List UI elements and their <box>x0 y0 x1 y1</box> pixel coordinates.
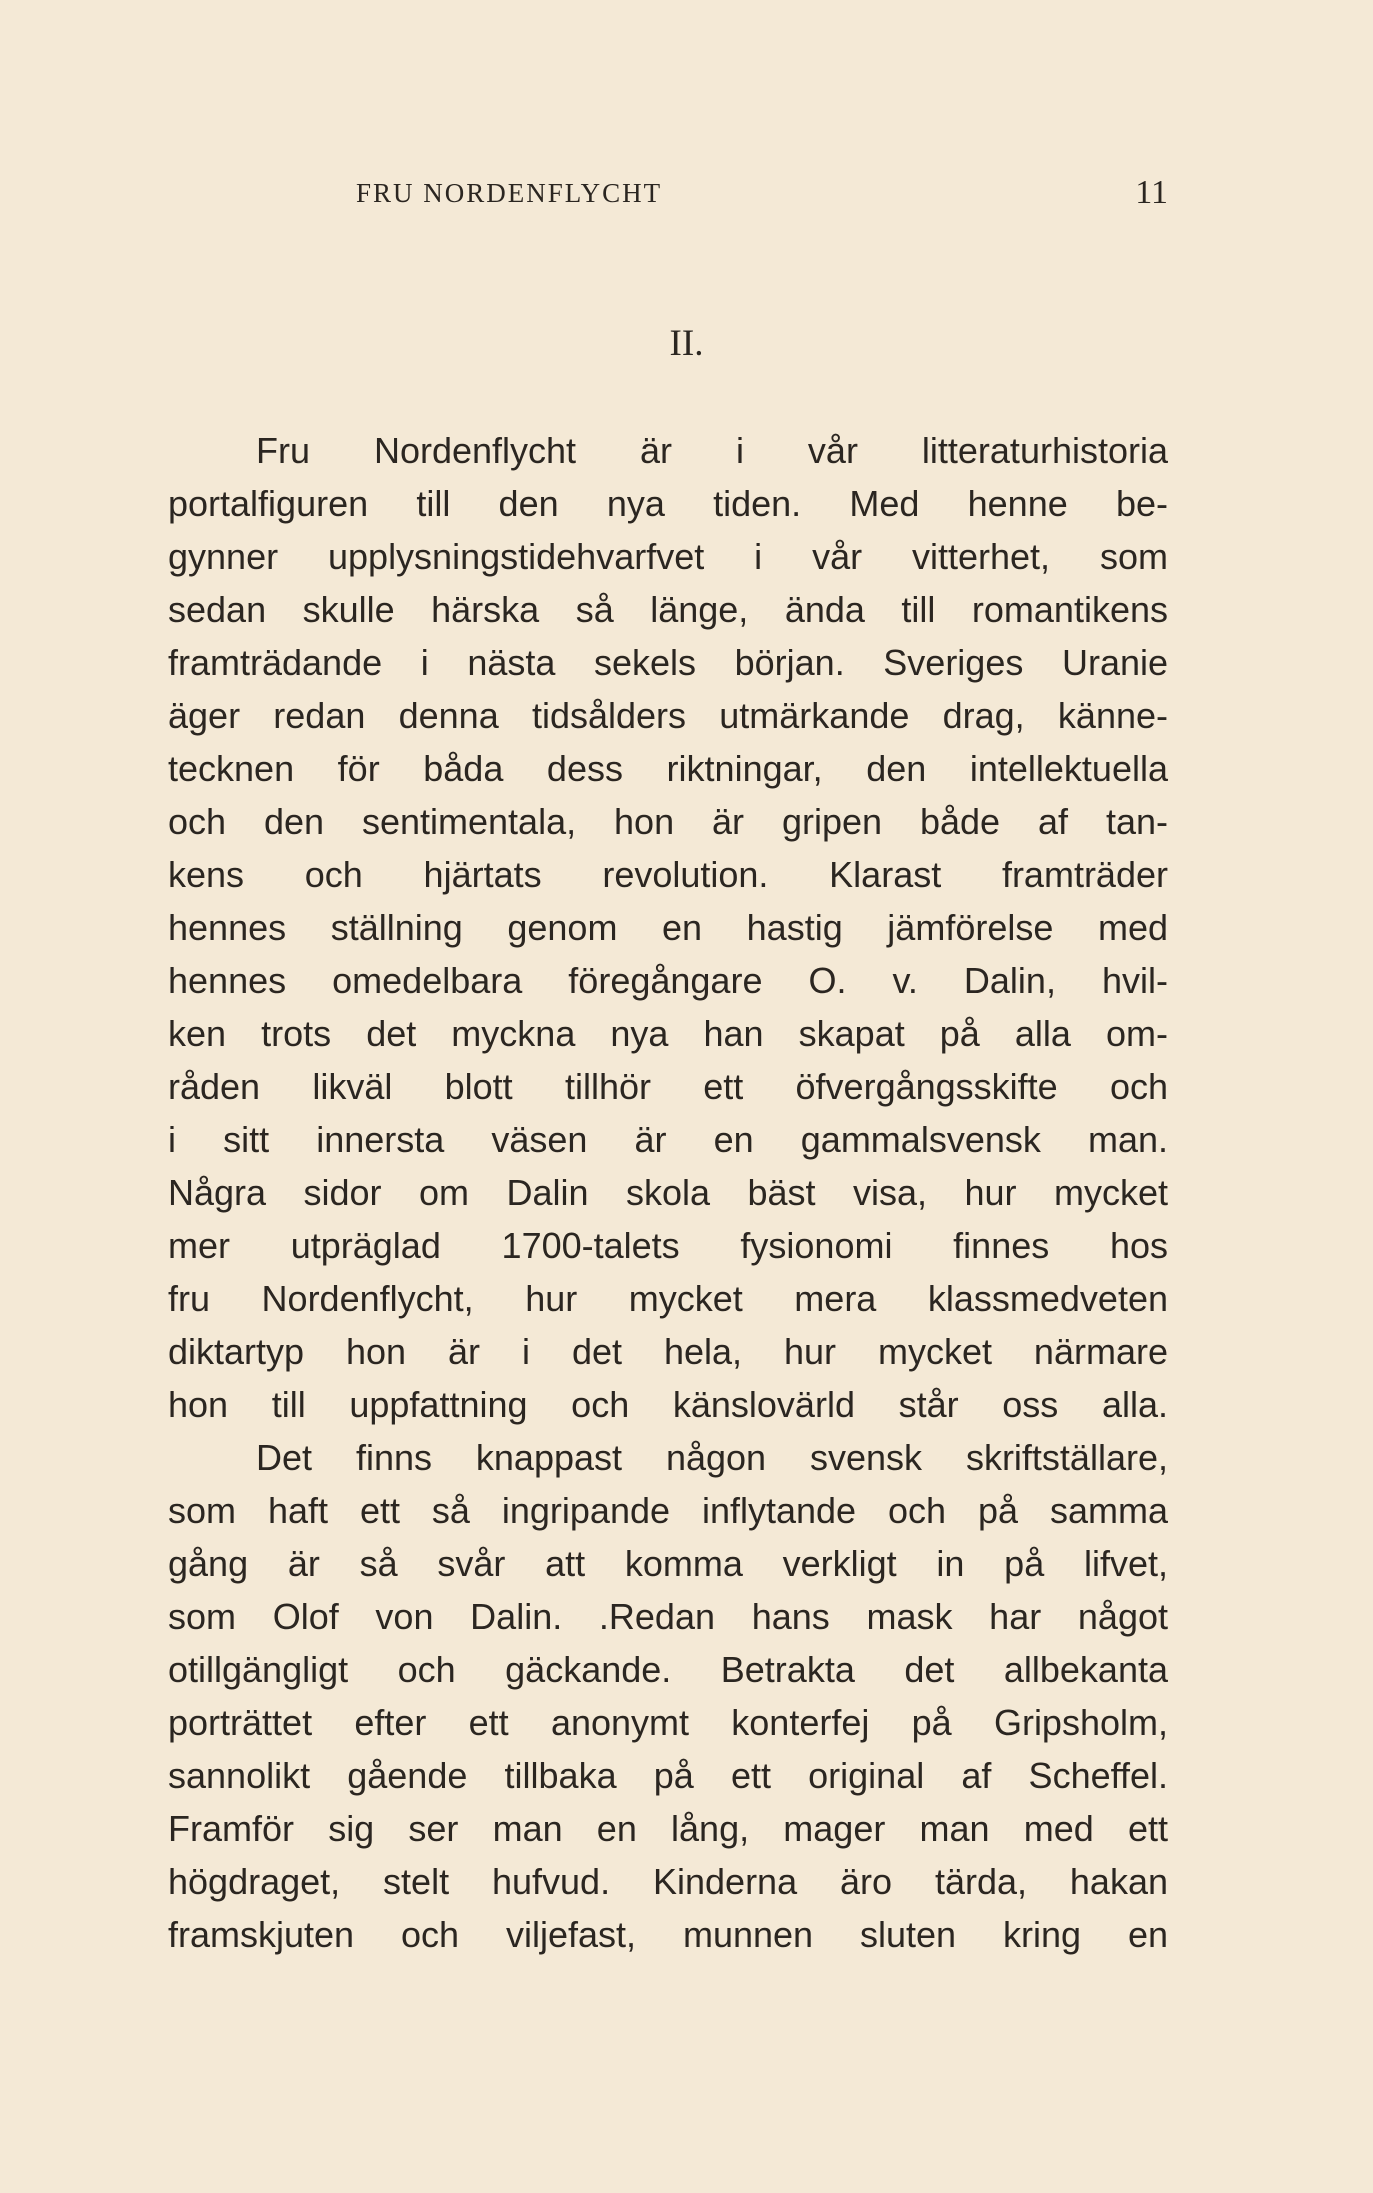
text-line: framskjuten och viljefast, munnen sluten kring en <box>168 1914 1168 1955</box>
text-line: Fru Nordenflycht är i vår litteraturhistoria <box>256 430 1168 471</box>
body-text <box>168 424 1168 1961</box>
text-line: gynner upplysningstidehvarfvet i vår vitterhet, som <box>168 536 1168 577</box>
text-line: porträttet efter ett anonymt konterfej på Gripsholm, <box>168 1702 1168 1743</box>
text-line: hon till uppfattning och känslovärld står oss alla. <box>168 1384 1168 1425</box>
text-line: otillgängligt och gäckande. Betrakta det allbekanta <box>168 1649 1168 1690</box>
text-line: gång är så svår att komma verkligt in på lifvet, <box>168 1543 1168 1584</box>
text-line: tecknen för båda dess riktningar, den intellektuella <box>168 748 1168 789</box>
section-number: II. <box>669 323 704 364</box>
text-line: ken trots det myckna nya han skapat på alla om- <box>168 1013 1168 1054</box>
text-line: råden likväl blott tillhör ett öfvergångsskifte och <box>168 1066 1168 1107</box>
page-number: 11 <box>1135 174 1168 211</box>
text-line: Några sidor om Dalin skola bäst visa, hur mycket <box>168 1172 1168 1213</box>
text-line: och den sentimentala, hon är gripen både af tan- <box>168 801 1168 842</box>
text-line: i sitt innersta väsen är en gammalsvensk man. <box>168 1119 1168 1160</box>
text-line: Framför sig ser man en lång, mager man med ett <box>168 1808 1168 1849</box>
text-line: Det finns knappast någon svensk skriftställare, <box>256 1437 1168 1478</box>
running-head-title: FRU NORDENFLYCHT <box>356 178 663 208</box>
text-line: diktartyp hon är i det hela, hur mycket närmare <box>168 1331 1168 1372</box>
text-line: äger redan denna tidsålders utmärkande drag, känne- <box>168 695 1168 736</box>
text-line: hennes ställning genom en hastig jämförelse med <box>168 907 1168 948</box>
text-line: fru Nordenflycht, hur mycket mera klassmedveten <box>168 1278 1168 1319</box>
running-head <box>168 174 1168 214</box>
text-line: hennes omedelbara föregångare O. v. Dalin, hvil- <box>168 960 1168 1001</box>
text-line: mer utpräglad 1700-talets fysionomi finnes hos <box>168 1225 1168 1266</box>
text-line: sedan skulle härska så länge, ända till romantikens <box>168 589 1168 630</box>
text-line: framträdande i nästa sekels början. Sveriges Uranie <box>168 642 1168 683</box>
text-line: portalfiguren till den nya tiden. Med henne be- <box>168 483 1168 524</box>
text-line: högdraget, stelt hufvud. Kinderna äro tärda, hakan <box>168 1861 1168 1902</box>
text-line: sannolikt gående tillbaka på ett original af Scheffel. <box>168 1755 1168 1796</box>
text-line: kens och hjärtats revolution. Klarast framträder <box>168 854 1168 895</box>
text-line: som Olof von Dalin. .Redan hans mask har något <box>168 1596 1168 1637</box>
text-line: som haft ett så ingripande inflytande och på samma <box>168 1490 1168 1531</box>
